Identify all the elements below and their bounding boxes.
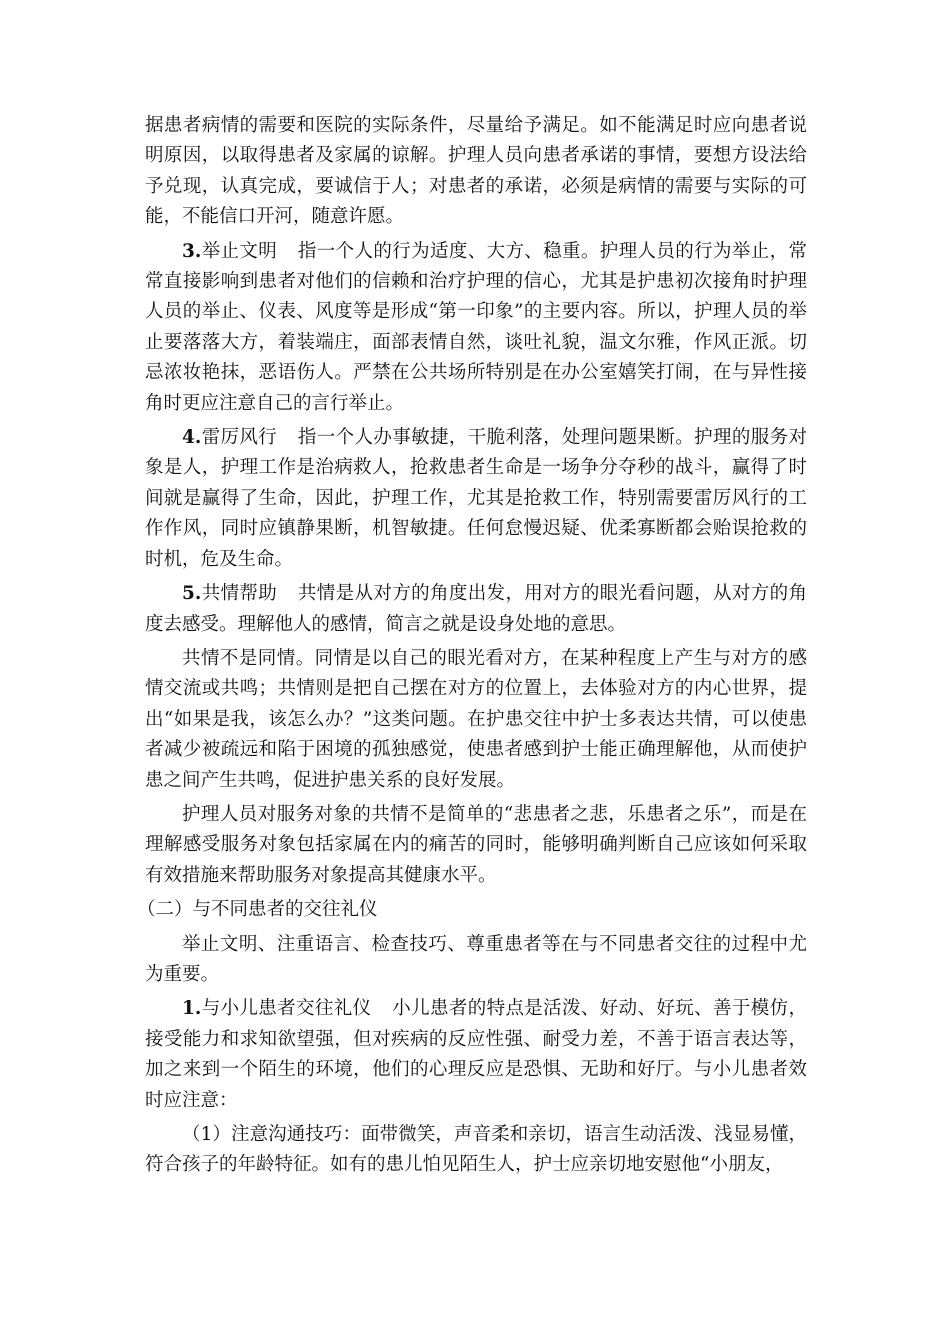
item-number: 1. bbox=[182, 998, 202, 1020]
paragraph-section-intro: 举止文明、注重语言、检查技巧、尊重患者等在与不同患者交往的过程中尤为重要。 bbox=[145, 933, 807, 985]
item-title: 举止文明 bbox=[201, 240, 278, 262]
item-number: 5. bbox=[182, 583, 202, 605]
item-number: 3. bbox=[182, 240, 202, 262]
item-number: 4. bbox=[182, 427, 202, 449]
paragraph-communication-skills: （1）注意沟通技巧：面带微笑，声音柔和亲切，语言生动活泼、浅显易懂，符合孩子的年龄特征。如有的患儿怕见陌生人，护士应亲切地安慰他“小朋友， bbox=[145, 1124, 807, 1176]
paragraph-civilized-behavior bbox=[145, 237, 807, 419]
paragraph-patient-needs: 据患者病情的需要和医院的实际条件，尽量给予满足。如不能满足时应向患者说明原因，以取得患者及家属的谅解。护理人员向患者承诺的事情，要想方设法给予兑现，认真完成，要诚信于人；对患者的承诺，必须是病情的需要与实际的可能，不能信口开河，随意许愿。 bbox=[145, 115, 807, 228]
paragraph-empathy-service: 护理人员对服务对象的共情不是简单的“悲患者之悲，乐患者之乐”，而是在理解感受服务对象包括家属在内的痛苦的同时，能够明确判断自己应该如何采取有效措施来帮助服务对象提高其健康水平。 bbox=[145, 803, 807, 886]
item-title: 雷厉风行 bbox=[201, 427, 278, 449]
document-page bbox=[137, 111, 807, 1185]
item-body: 指一个人的行为适度、大方、稳重。护理人员的行为举止，常常直接影响到患者对他们的信赖和治疗护理的信心，尤其是护患初次接角时护理人员的举止、仪表、风度等是形成“第一印象”的主要内容。所以，护理人员的举止要落落大方，着装端庄，面部表情自然，谈吐礼貌，温文尔雅，作风正派。切忌浓妆艳抹，恶语伤人。严禁在公共场所特别是在办公室嬉笑打闹，在与异性接角时更应注意自己的言行举止。 bbox=[145, 240, 807, 414]
item-title: 与小儿患者交往礼仪 bbox=[201, 998, 372, 1020]
paragraph-swift-action bbox=[145, 423, 807, 575]
section-heading: （二）与不同患者的交往礼仪 bbox=[137, 899, 378, 921]
item-body: 指一个人办事敏捷，干脆利落，处理问题果断。护理的服务对象是人，护理工作是治病救人，抢救患者生命是一场争分夺秒的战斗，赢得了时间就是赢得了生命，因此，护理工作，尤其是抢救工作，特别需要雷厉风行的工作作风，同时应镇静果断，机智敏捷。任何怠慢迟疑、优柔寡断都会贻误抢救的时机，危及生命。 bbox=[145, 427, 807, 570]
paragraph-empathy-vs-sympathy: 共情不是同情。同情是以自己的眼光看对方，在某种程度上产生与对方的感情交流或共鸣；共情则是把自己摆在对方的位置上，去体验对方的内心世界，提出“如果是我，该怎么办？”这类问题。在护患交往中护士多表达共情，可以使患者减少被疏远和陷于困境的孤独感觉，使患者感到护士能正确理解他，从而使护患之间产生共鸣，促进护患关系的良好发展。 bbox=[145, 647, 807, 791]
paragraph-child-patients bbox=[145, 994, 807, 1116]
item-body: 小儿患者的特点是活泼、好动、好玩、善于模仿，接受能力和求知欲望强，但对疾病的反应性强、耐受力差，不善于语言表达等，加之来到一个陌生的环境，他们的心理反应是恐惧、无助和好厅。与小儿患者效时应注意： bbox=[145, 998, 807, 1111]
item-body: 共情是从对方的角度出发，用对方的眼光看问题，从对方的角度去感受。理解他人的感情，简言之就是设身处地的意思。 bbox=[145, 583, 807, 635]
paragraph-empathy-help bbox=[145, 579, 807, 640]
item-title: 共情帮助 bbox=[201, 583, 278, 605]
